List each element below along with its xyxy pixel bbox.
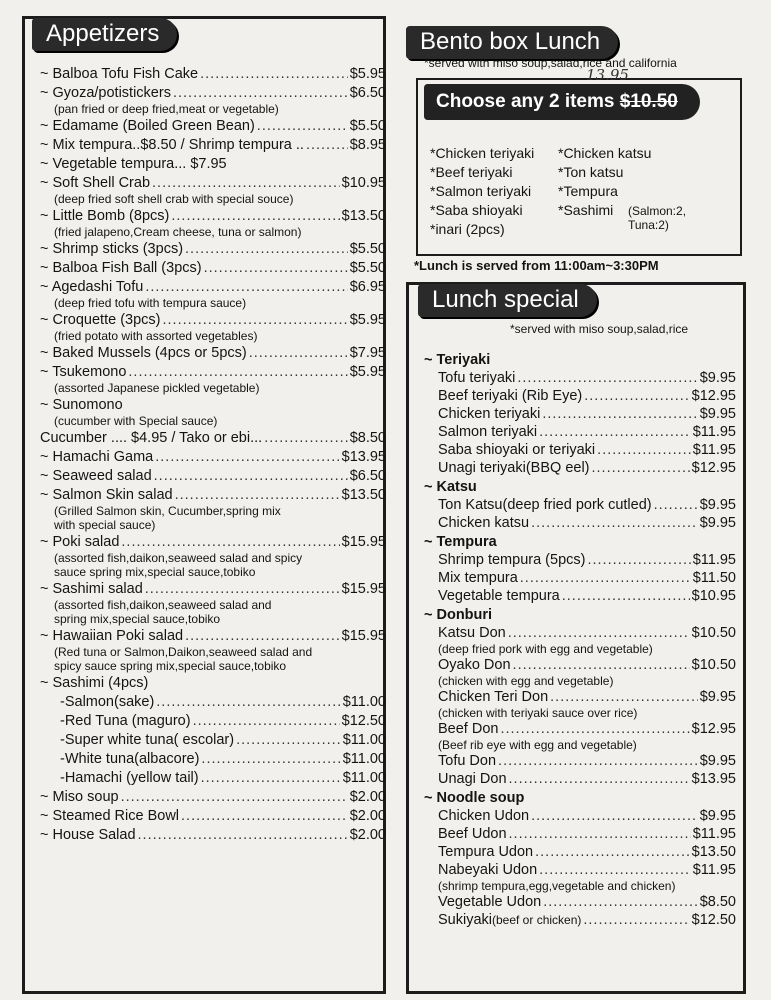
dot-leader: [200, 66, 348, 83]
item-name: ~ Hamachi Gama: [40, 449, 154, 465]
item-note: with special sauce): [54, 518, 156, 532]
item-name: Tofu Don: [438, 753, 497, 769]
item-price: $6.50: [349, 85, 386, 101]
item-note: (chicken with egg and vegetable): [438, 674, 614, 688]
dot-leader: [587, 551, 690, 569]
item-name: ~ Miso soup: [40, 789, 119, 805]
dot-leader: [264, 430, 348, 447]
sashimi-note: Tuna:2): [628, 218, 669, 232]
item-name: Sukiyaki: [438, 912, 492, 928]
item-price: $13.95: [341, 449, 386, 465]
item-name: Unagi Don: [438, 771, 507, 787]
menu-item: [40, 675, 386, 692]
lunch-hours: *Lunch is served from 11:00am~3:30PM: [414, 258, 659, 273]
item-name: ~ Sunomono: [40, 397, 123, 413]
dot-leader: [539, 861, 691, 879]
dot-leader: [249, 345, 348, 362]
item-price: $11.95: [692, 862, 736, 878]
item-name: ~ Steamed Rice Bowl: [40, 808, 180, 824]
bento-heading: Bento box Lunch: [406, 26, 618, 59]
menu-item: [424, 752, 736, 770]
item-name: ~ Sashimi (4pcs): [40, 675, 149, 691]
menu-item: [40, 827, 386, 844]
dot-leader: [154, 468, 348, 485]
dot-leader: [155, 449, 339, 466]
item-name: ~ Salmon Skin salad: [40, 487, 173, 503]
section-title: ~ Donburi: [424, 607, 493, 623]
item-name: Saba shioyaki or teriyaki: [438, 442, 596, 458]
menu-item: [40, 260, 386, 277]
dot-leader: [145, 581, 340, 598]
item-name: ~ Vegetable tempura... $7.95: [40, 156, 227, 172]
item-price: $6.95: [349, 279, 386, 295]
item-price: $5.50: [349, 260, 386, 276]
dot-leader: [306, 137, 348, 154]
item-name: Tofu teriyaki: [438, 370, 516, 386]
item-name: Ton Katsu(deep fried pork cutled): [438, 497, 652, 513]
dot-leader: [539, 423, 691, 441]
item-name: ~ Little Bomb (8pcs): [40, 208, 170, 224]
dot-leader: [193, 713, 340, 730]
dot-leader: [583, 911, 689, 929]
choose-two-heading: [424, 84, 700, 120]
item-note: (Beef rib eye with egg and vegetable): [438, 738, 637, 752]
menu-item: [40, 397, 386, 414]
menu-item: [40, 430, 386, 447]
item-name: ~ Seaweed salad: [40, 468, 152, 484]
menu-item: [424, 459, 736, 477]
item-price: $5.50: [349, 118, 386, 134]
choose-old-price: $10.50: [619, 91, 678, 112]
item-name: -Hamachi (yellow tail): [60, 770, 199, 786]
menu-item: [424, 720, 736, 738]
dot-leader: [128, 364, 347, 381]
menu-item: [424, 624, 736, 642]
dot-leader: [508, 624, 690, 642]
menu-item: [424, 569, 736, 587]
item-name: ~ Baked Mussels (4pcs or 5pcs): [40, 345, 247, 361]
bento-item: *Salmon teriyaki: [430, 183, 532, 199]
sashimi-note: (Salmon:2,: [628, 204, 687, 218]
item-name: ~ Balboa Tofu Fish Cake: [40, 66, 199, 82]
item-name: ~ Agedashi Tofu: [40, 279, 144, 295]
item-price: $5.95: [349, 312, 386, 328]
item-name: Salmon teriyaki: [438, 424, 538, 440]
menu-item: [40, 85, 386, 102]
dot-leader: [185, 241, 348, 258]
dot-leader: [498, 752, 698, 770]
menu-item: [424, 514, 736, 532]
item-name: ~ Soft Shell Crab: [40, 175, 151, 191]
item-price: $13.50: [691, 844, 736, 860]
item-name: ~ Sashimi salad: [40, 581, 143, 597]
item-price: $13.50: [341, 208, 386, 224]
item-name: -White tuna(albacore): [60, 751, 200, 767]
item-note: (pan fried or deep fried,meat or vegetable): [54, 102, 279, 116]
item-note: (Red tuna or Salmon,Daikon,seaweed salad and: [54, 645, 313, 659]
item-price: $2.00: [349, 808, 386, 824]
menu-item: [40, 751, 386, 768]
item-price: $11.00: [342, 770, 386, 786]
item-price: $10.95: [341, 175, 386, 191]
menu-item: [40, 118, 386, 135]
dot-leader: [185, 628, 340, 645]
handwritten-price: 13.95: [586, 66, 629, 84]
item-price: $9.95: [699, 689, 736, 705]
item-name: ~ Shrimp sticks (3pcs): [40, 241, 184, 257]
appetizers-list: [40, 64, 386, 844]
item-price: $10.50: [691, 625, 736, 641]
bento-item: *Beef teriyaki: [430, 164, 513, 180]
item-name: Shrimp tempura (5pcs): [438, 552, 586, 568]
item-name: ~ Gyoza/potistickers: [40, 85, 171, 101]
dot-leader: [121, 534, 339, 551]
dot-leader: [152, 175, 340, 192]
dot-leader: [535, 843, 690, 861]
item-name: Vegetable tempura: [438, 588, 560, 604]
item-name: Cucumber .... $4.95 / Tako or ebi...: [40, 430, 263, 446]
item-note: (assorted Japanese pickled vegetable): [54, 381, 260, 395]
dot-leader: [156, 694, 340, 711]
dot-leader: [257, 118, 348, 135]
item-note: sauce spring mix,special sauce,tobiko: [54, 565, 256, 579]
item-price: $12.50: [341, 713, 386, 729]
dot-leader: [500, 720, 689, 738]
menu-item: [40, 241, 386, 258]
item-price: $12.95: [691, 721, 736, 737]
bento-item: *Chicken katsu: [558, 145, 652, 161]
item-name: ~ House Salad: [40, 827, 136, 843]
dot-leader: [520, 569, 691, 587]
item-name: Unagi teriyaki(BBQ eel): [438, 460, 590, 476]
item-price: $13.50: [341, 487, 386, 503]
item-name: Nabeyaki Udon: [438, 862, 538, 878]
item-note: (fried potato with assorted vegetables): [54, 329, 258, 343]
item-note: (shrimp tempura,egg,vegetable and chicken): [438, 879, 676, 893]
menu-item: [40, 312, 386, 329]
item-name: Katsu Don: [438, 625, 506, 641]
item-note: (deep fried tofu with tempura sauce): [54, 296, 247, 310]
item-note: (chicken with teriyaki sauce over rice): [438, 706, 638, 720]
dot-leader: [163, 312, 348, 329]
item-note: (deep fried pork with egg and vegetable): [438, 642, 653, 656]
item-price: $12.95: [691, 388, 736, 404]
dot-leader: [509, 825, 691, 843]
item-price: $2.00: [349, 789, 386, 805]
item-name: ~ Poki salad: [40, 534, 120, 550]
menu-item: [40, 713, 386, 730]
choose-label: Choose any 2 items: [436, 91, 615, 112]
menu-item: [424, 807, 736, 825]
dot-leader: [654, 496, 698, 514]
dot-leader: [181, 808, 348, 825]
dot-leader: [204, 260, 348, 277]
bento-item: *Tempura: [558, 183, 618, 199]
item-price: $11.95: [692, 552, 736, 568]
item-price: $13.95: [691, 771, 736, 787]
menu-item: [424, 911, 736, 929]
menu-item: [424, 387, 736, 405]
dot-leader: [592, 459, 690, 477]
item-note: (assorted fish,daikon,seaweed salad and: [54, 598, 272, 612]
item-price: $9.95: [699, 515, 736, 531]
menu-item: [40, 137, 386, 154]
menu-item: [40, 534, 386, 551]
item-price: $15.95: [341, 581, 386, 597]
item-price: $10.95: [691, 588, 736, 604]
item-name: Chicken Teri Don: [438, 689, 549, 705]
menu-item: [424, 688, 736, 706]
menu-item: [424, 441, 736, 459]
menu-item: [40, 345, 386, 362]
item-price: $9.95: [699, 808, 736, 824]
dot-leader: [171, 208, 339, 225]
dot-leader: [542, 405, 697, 423]
item-name: ~ Balboa Fish Ball (3pcs): [40, 260, 202, 276]
dot-leader: [517, 369, 697, 387]
item-price: $15.95: [341, 628, 386, 644]
item-name: ~ Tsukemono: [40, 364, 127, 380]
item-price: $9.95: [699, 753, 736, 769]
item-price: $5.95: [349, 66, 386, 82]
dot-leader: [531, 514, 698, 532]
item-name: Oyako Don: [438, 657, 511, 673]
menu-item: [40, 732, 386, 749]
item-price: $11.95: [692, 826, 736, 842]
appetizers-heading: Appetizers: [32, 18, 177, 51]
dot-leader: [173, 85, 348, 102]
item-name: ~ Croquette (3pcs): [40, 312, 161, 328]
bento-note: *served with miso soup,salad,rice and california: [424, 56, 677, 70]
section-title: ~ Katsu: [424, 479, 477, 495]
item-note: (Grilled Salmon skin, Cucumber,spring mix: [54, 504, 281, 518]
item-note: spicy sauce spring mix,special sauce,tobiko: [54, 659, 287, 673]
item-price: $5.50: [349, 241, 386, 257]
item-name: Vegetable Udon: [438, 894, 542, 910]
menu-item: [424, 587, 736, 605]
bento-item: *inari (2pcs): [430, 221, 505, 237]
item-note: (assorted fish,daikon,seaweed salad and spicy: [54, 551, 303, 565]
dot-leader: [597, 441, 691, 459]
item-price: $11.00: [342, 732, 386, 748]
dot-leader: [201, 770, 341, 787]
item-sub: (beef or chicken): [492, 913, 582, 927]
section-title: ~ Tempura: [424, 534, 497, 550]
menu-item: [40, 279, 386, 296]
item-price: $8.50: [699, 894, 736, 910]
bento-item: *Saba shioyaki: [430, 202, 523, 218]
bento-item: *Ton katsu: [558, 164, 624, 180]
item-name: Mix tempura: [438, 570, 518, 586]
item-price: $7.95: [349, 345, 386, 361]
menu-item: [40, 808, 386, 825]
item-price: $8.95: [349, 137, 386, 153]
item-name: ~ Edamame (Boiled Green Bean): [40, 118, 255, 134]
menu-item: [40, 487, 386, 504]
item-name: Chicken Udon: [438, 808, 530, 824]
dot-leader: [121, 789, 348, 806]
dot-leader: [236, 732, 341, 749]
menu-item: [40, 208, 386, 225]
item-name: -Super white tuna( escolar): [60, 732, 235, 748]
item-name: -Red Tuna (maguro): [60, 713, 191, 729]
menu-item: [424, 893, 736, 911]
menu-item: [40, 770, 386, 787]
item-name: Tempura Udon: [438, 844, 534, 860]
menu-item: [40, 449, 386, 466]
item-price: $11.00: [342, 694, 386, 710]
item-price: $12.95: [691, 460, 736, 476]
item-note: spring mix,special sauce,tobiko: [54, 612, 221, 626]
item-price: $9.95: [699, 406, 736, 422]
item-price: $6.50: [349, 468, 386, 484]
item-price: $15.95: [341, 534, 386, 550]
menu-item: [424, 656, 736, 674]
dot-leader: [562, 587, 690, 605]
item-name: Beef Udon: [438, 826, 507, 842]
item-price: $5.95: [349, 364, 386, 380]
item-name: ~ Mix tempura..$8.50 / Shrimp tempura ..: [40, 137, 304, 153]
menu-item: [424, 551, 736, 569]
menu-item: [40, 628, 386, 645]
menu-item: [40, 581, 386, 598]
menu-item: [424, 770, 736, 788]
item-price: $11.00: [342, 751, 386, 767]
dot-leader: [138, 827, 348, 844]
menu-item: [40, 156, 386, 173]
item-name: Beef teriyaki (Rib Eye): [438, 388, 583, 404]
bento-item: *Sashimi: [558, 202, 614, 218]
menu-item: [40, 66, 386, 83]
dot-leader: [145, 279, 347, 296]
lunch-special-heading: Lunch special: [418, 284, 597, 317]
menu-item: [424, 861, 736, 879]
menu-item: [40, 175, 386, 192]
dot-leader: [584, 387, 689, 405]
menu-item: [40, 694, 386, 711]
item-price: $11.95: [692, 442, 736, 458]
item-price: $11.95: [692, 424, 736, 440]
dot-leader: [509, 770, 690, 788]
menu-item: [424, 423, 736, 441]
menu-item: [424, 825, 736, 843]
dot-leader: [531, 807, 698, 825]
dot-leader: [543, 893, 698, 911]
item-price: $2.00: [349, 827, 386, 843]
item-name: Chicken teriyaki: [438, 406, 541, 422]
item-name: ~ Hawaiian Poki salad: [40, 628, 184, 644]
dot-leader: [201, 751, 340, 768]
item-price: $12.50: [691, 912, 736, 928]
item-note: (cucumber with Special sauce): [54, 414, 218, 428]
bento-item: *Chicken teriyaki: [430, 145, 535, 161]
item-price: $9.95: [699, 497, 736, 513]
item-name: Chicken katsu: [438, 515, 530, 531]
menu-item: [424, 843, 736, 861]
menu-item: [40, 364, 386, 381]
menu-item: [40, 789, 386, 806]
menu-item: [424, 496, 736, 514]
menu-item: [424, 405, 736, 423]
item-note: (fried jalapeno,Cream cheese, tuna or salmon): [54, 225, 302, 239]
item-price: $10.50: [691, 657, 736, 673]
dot-leader: [175, 487, 340, 504]
menu-item: [40, 468, 386, 485]
item-name: Beef Don: [438, 721, 499, 737]
item-name: -Salmon(sake): [60, 694, 155, 710]
lunch-special-note: *served with miso soup,salad,rice: [510, 322, 689, 336]
section-title: ~ Noodle soup: [424, 790, 525, 806]
item-price: $11.50: [692, 570, 736, 586]
dot-leader: [513, 656, 690, 674]
item-note: (deep fried soft shell crab with special souce): [54, 192, 294, 206]
lunch-special-list: [424, 350, 736, 929]
menu-item: [424, 369, 736, 387]
item-price: $9.95: [699, 370, 736, 386]
section-title: ~ Teriyaki: [424, 352, 491, 368]
item-price: $8.50: [349, 430, 386, 446]
dot-leader: [550, 688, 698, 706]
